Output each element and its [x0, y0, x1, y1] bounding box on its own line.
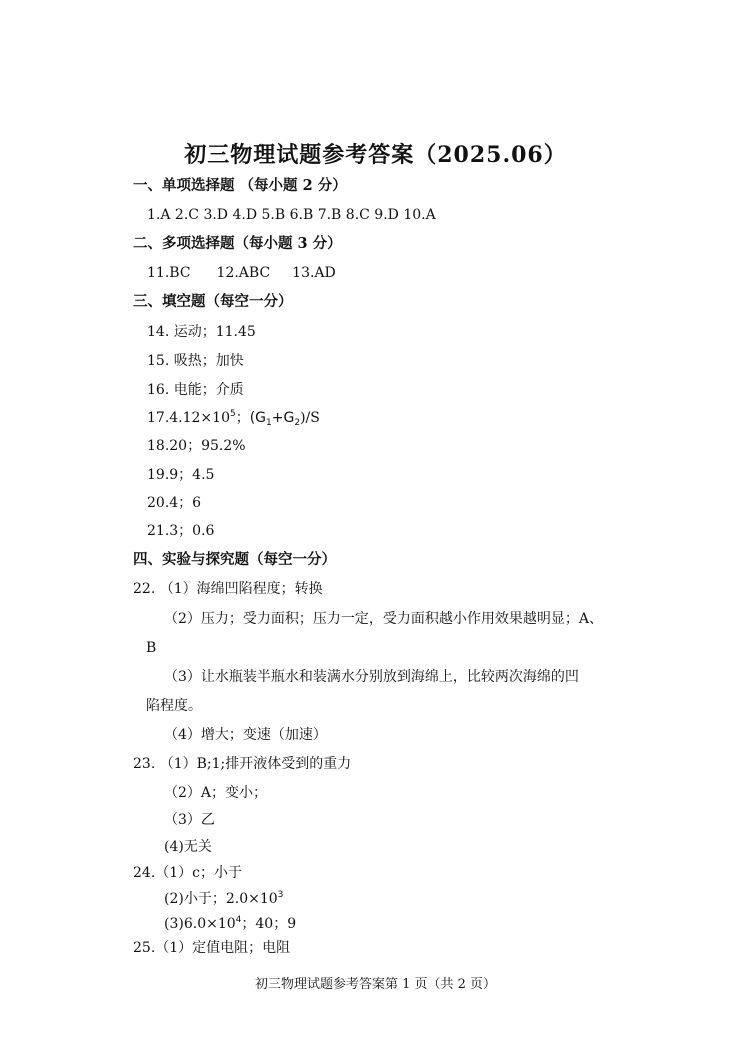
section-2-answers	[147, 263, 336, 283]
answer-21: 21.3；0.6	[147, 523, 215, 539]
answer-19: 19.9；4.5	[147, 467, 215, 483]
answer-24-part-1: 24.（1）c；小于	[133, 865, 243, 881]
answer-12: 12.ABC	[216, 265, 271, 281]
answer-17-subscript-1: 1	[266, 418, 272, 428]
answer-17	[147, 408, 320, 428]
answer-24-part-3	[164, 914, 296, 934]
answer-23-part-3: （3）乙	[164, 812, 215, 828]
answer-17-formula-start: ；(G	[235, 410, 267, 426]
answer-22-part-1: 22. （1）海绵凹陷程度；转换	[133, 581, 323, 597]
answer-24-part-2	[164, 889, 283, 909]
answer-24-part-3-rest: ；40；9	[241, 916, 297, 932]
answer-24-part-2-exponent: 3	[277, 890, 284, 900]
answer-18: 18.20；95.2%	[147, 438, 246, 454]
section-1-heading: 一、单项选择题 （每小题 2 分）	[133, 177, 347, 194]
section-3-heading: 三、填空题（每空一分）	[133, 293, 293, 310]
answer-13: 13.AD	[292, 265, 336, 281]
section-2-heading: 二、多项选择题（每小题 3 分）	[133, 235, 342, 252]
answer-11: 11.BC	[147, 265, 191, 281]
answer-14: 14. 运动；11.45	[147, 324, 256, 340]
answer-17-value: 17.4.12×10	[147, 410, 230, 426]
answer-23-part-4: (4)无关	[164, 839, 212, 855]
answer-24-part-3-exponent: 4	[235, 915, 242, 925]
answer-23-part-2: （2）A；变小；	[164, 785, 268, 801]
answer-17-subscript-2: 2	[294, 418, 301, 428]
answer-17-exponent: 5	[229, 409, 236, 419]
answer-17-formula-mid: +G	[271, 410, 295, 426]
answer-24-part-3-value: (3)6.0×10	[164, 916, 236, 932]
page-title: 初三物理试题参考答案（2025.06）	[184, 142, 567, 168]
answer-25-part-1: 25.（1）定值电阻；电阻	[133, 940, 291, 956]
answer-23-part-1: 23. （1）B;1;排开液体受到的重力	[133, 756, 352, 772]
section-1-answers: 1.A 2.C 3.D 4.D 5.B 6.B 7.B 8.C 9.D 10.A	[147, 207, 436, 223]
answer-22-part-2-continued: B	[146, 640, 157, 656]
answer-20: 20.4；6	[147, 495, 202, 511]
page-footer: 初三物理试题参考答案第 1 页（共 2 页）	[254, 977, 497, 992]
answer-22-part-4: （4）增大；变速（加速）	[164, 727, 327, 743]
answer-16: 16. 电能；介质	[147, 382, 244, 398]
answer-22-part-3-continued: 陷程度。	[146, 698, 202, 714]
answer-22-part-3: （3）让水瓶装半瓶水和装满水分别放到海绵上，比较两次海绵的凹	[164, 669, 579, 685]
answer-24-part-2-value: (2)小于；2.0×10	[164, 891, 278, 907]
section-4-heading: 四、实验与探究题（每空一分）	[133, 551, 336, 568]
answer-17-formula-end: )/S	[300, 410, 320, 426]
answer-15: 15. 吸热；加快	[147, 353, 244, 369]
answer-22-part-2: （2）压力；受力面积；压力一定，受力面积越小作用效果越明显；A、	[164, 611, 604, 627]
